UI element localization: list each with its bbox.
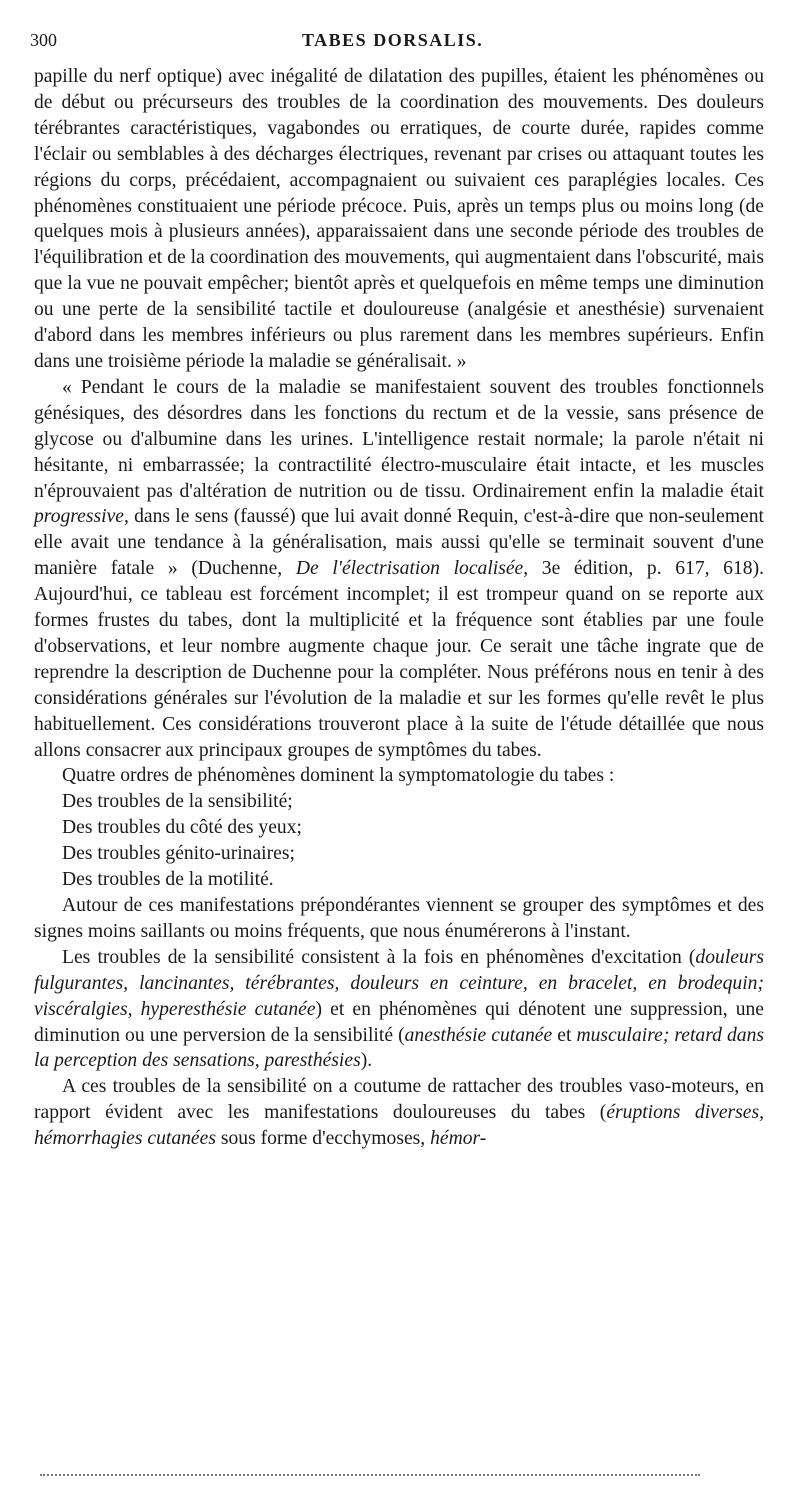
running-title: TABES DORSALIS. (302, 30, 484, 50)
list-item: Des troubles de la motilité. (62, 869, 274, 891)
page-header (30, 28, 764, 54)
paragraph: Les troubles de la sensibilité consistent à la fois en phénomènes d'excitation (douleurs fulgurantes, lancinantes, térébrantes, douleurs en ceinture, en bracelet, en brodequin; viscéralgies, hyperesthésie cutanée) et en phénomènes qui dénotent une suppression, une diminution ou une perversion de la sensibilité (anesthésie cutanée et musculaire; retard dans la perception des sensations, paresthésies). (34, 946, 765, 1072)
list-item: Des troubles du côté des yeux; (62, 817, 302, 839)
list-item: Des troubles de la sensibilité; (62, 791, 293, 813)
paragraph: « Pendant le cours de la maladie se manifestaient souvent des troubles fonctionnels génésiques, des désordres dans les fonctions du rectum et de la vessie, sans présence de glycose ou d'albumine dans les urines. L'intelligence restait normale; la parole n'était ni hésitante, ni embarrassée; la contractilité électro-musculaire était intacte, et les muscles n'éprouvaient pas d'altération de nutrition ou de tissu. Ordinairement enfin la maladie était progressive, dans le sens (faussé) que lui avait donné Requin, c'est-à-dire que non-seulement elle avait une tendance à la généralisation, mais aussi qu'elle se terminait souvent d'une manière fatale » (Duchenne, De l'électrisation localisée, 3e édition, p. 617, 618). Aujourd'hui, ce tableau est forcément incomplet; il est trompeur quand on se reporte aux formes frustes du tabes, dont la multiplicité et la fréquence sont établies par une foule d'observations, et leur nombre augmente chaque jour. Ce serait une tâche ingrate que de reprendre la description de Duchenne pour la compléter. Nous préférons nous en tenir à des considérations générales sur l'évolution de la maladie et sur les formes qu'elle revêt le plus habituellement. Ces considérations trouveront place à la suite de l'étude détaillée que nous allons consacrer aux principaux groupes de symptômes du tabes. (34, 376, 764, 761)
paragraph: Autour de ces manifestations prépondérantes viennent se grouper des symptômes et des signes moins saillants ou moins fréquents, que nous énumérerons à l'instant. (34, 895, 764, 942)
page-number: 300 (30, 30, 57, 50)
paragraph: A ces troubles de la sensibilité on a coutume de rattacher des troubles vaso-moteurs, en rapport évident avec les manifestations douloureuses du tabes (éruptions diverses, hémorrhagies cutanées sous forme d'ecchymoses, hémor- (34, 1076, 765, 1150)
paragraph: papille du nerf optique) avec inégalité de dilatation des pupilles, étaient les phénomènes ou de début ou précurseurs des troubles de la coordination des mouvements. Des douleurs térébrantes caractéristiques, vagabondes ou erratiques, de courte durée, rapides comme l'éclair ou semblables à des décharges électriques, revenant par crises ou attaquant toutes les régions du corps, précédaient, accompagnaient ou suivaient ces paraplégies locales. Ces phénomènes constituaient une période précoce. Puis, après un temps plus ou moins long (de quelques mois à plusieurs années), apparaissaient dans une seconde période des troubles de l'équilibration et de la coordination des mouvements, qui augmentaient dans l'obscurité, mais que la vue ne pouvait empêcher; bientôt après et quelquefois en même temps une diminution ou une perte de la sensibilité tactile et douloureuse (analgésie et anesthésie) survenaient d'abord dans les membres inférieurs ou plus rarement dans les membres supérieurs. Enfin dans une troisième période la maladie se généralisait. » (34, 66, 764, 372)
list-item: Des troubles génito-urinaires; (62, 843, 295, 865)
book-page (30, 28, 765, 1152)
paragraph: Quatre ordres de phénomènes dominent la symptomatologie du tabes : (62, 765, 615, 787)
symptom-list (34, 789, 764, 893)
footer-divider (40, 1474, 700, 1478)
